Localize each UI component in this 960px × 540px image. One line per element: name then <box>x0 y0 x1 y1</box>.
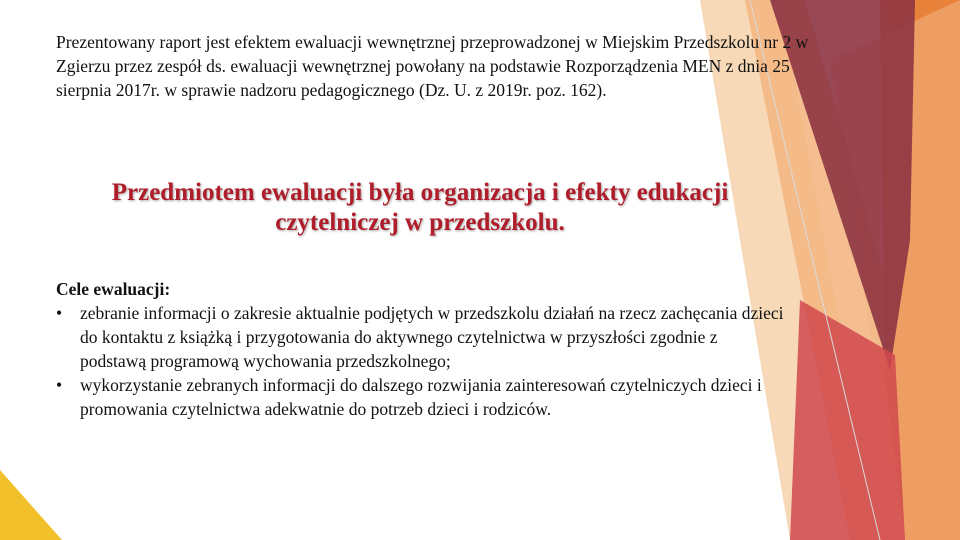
bullet-icon: • <box>56 303 63 323</box>
intro-paragraph: Prezentowany raport jest efektem ewaluacji wewnętrznej przeprowadzonej w Miejskim Przedszkolu nr 2 w Zgierzu przez zespół ds. ewaluacji wewnętrznej powołany na podstawie Rozporządzenia MEN z dnia 25 sierpnia 2017r. w sprawie nadzoru pedagogicznego (Dz. U. z 2019r. poz. 162). <box>56 32 809 100</box>
bullet-icon: • <box>56 375 63 395</box>
goals-list <box>56 301 786 421</box>
goals-title: Cele ewaluacji: <box>56 279 171 299</box>
evaluation-subject-headline: Przedmiotem ewaluacji była organizacja i efekty edukacji czytelniczej w przedszkolu. <box>111 179 729 236</box>
goal-item <box>56 373 786 421</box>
evaluation-goals <box>56 277 786 421</box>
goal-item <box>56 301 786 373</box>
goal-text: wykorzystanie zebranych informacji do dalszego rozwijania zainteresowań czytelniczych dzieci i promowania czytelnictwa adekwatnie do potrzeb dzieci i rodziców. <box>80 375 762 419</box>
goal-text: zebranie informacji o zakresie aktualnie podjętych w przedszkolu działań na rzecz zachęcania dzieci do kontaktu z książką i przygotowania do aktywnego czytelnictwa w przyszłości zgodnie z podstawą programową wychowania przedszkolnego; <box>80 303 784 371</box>
